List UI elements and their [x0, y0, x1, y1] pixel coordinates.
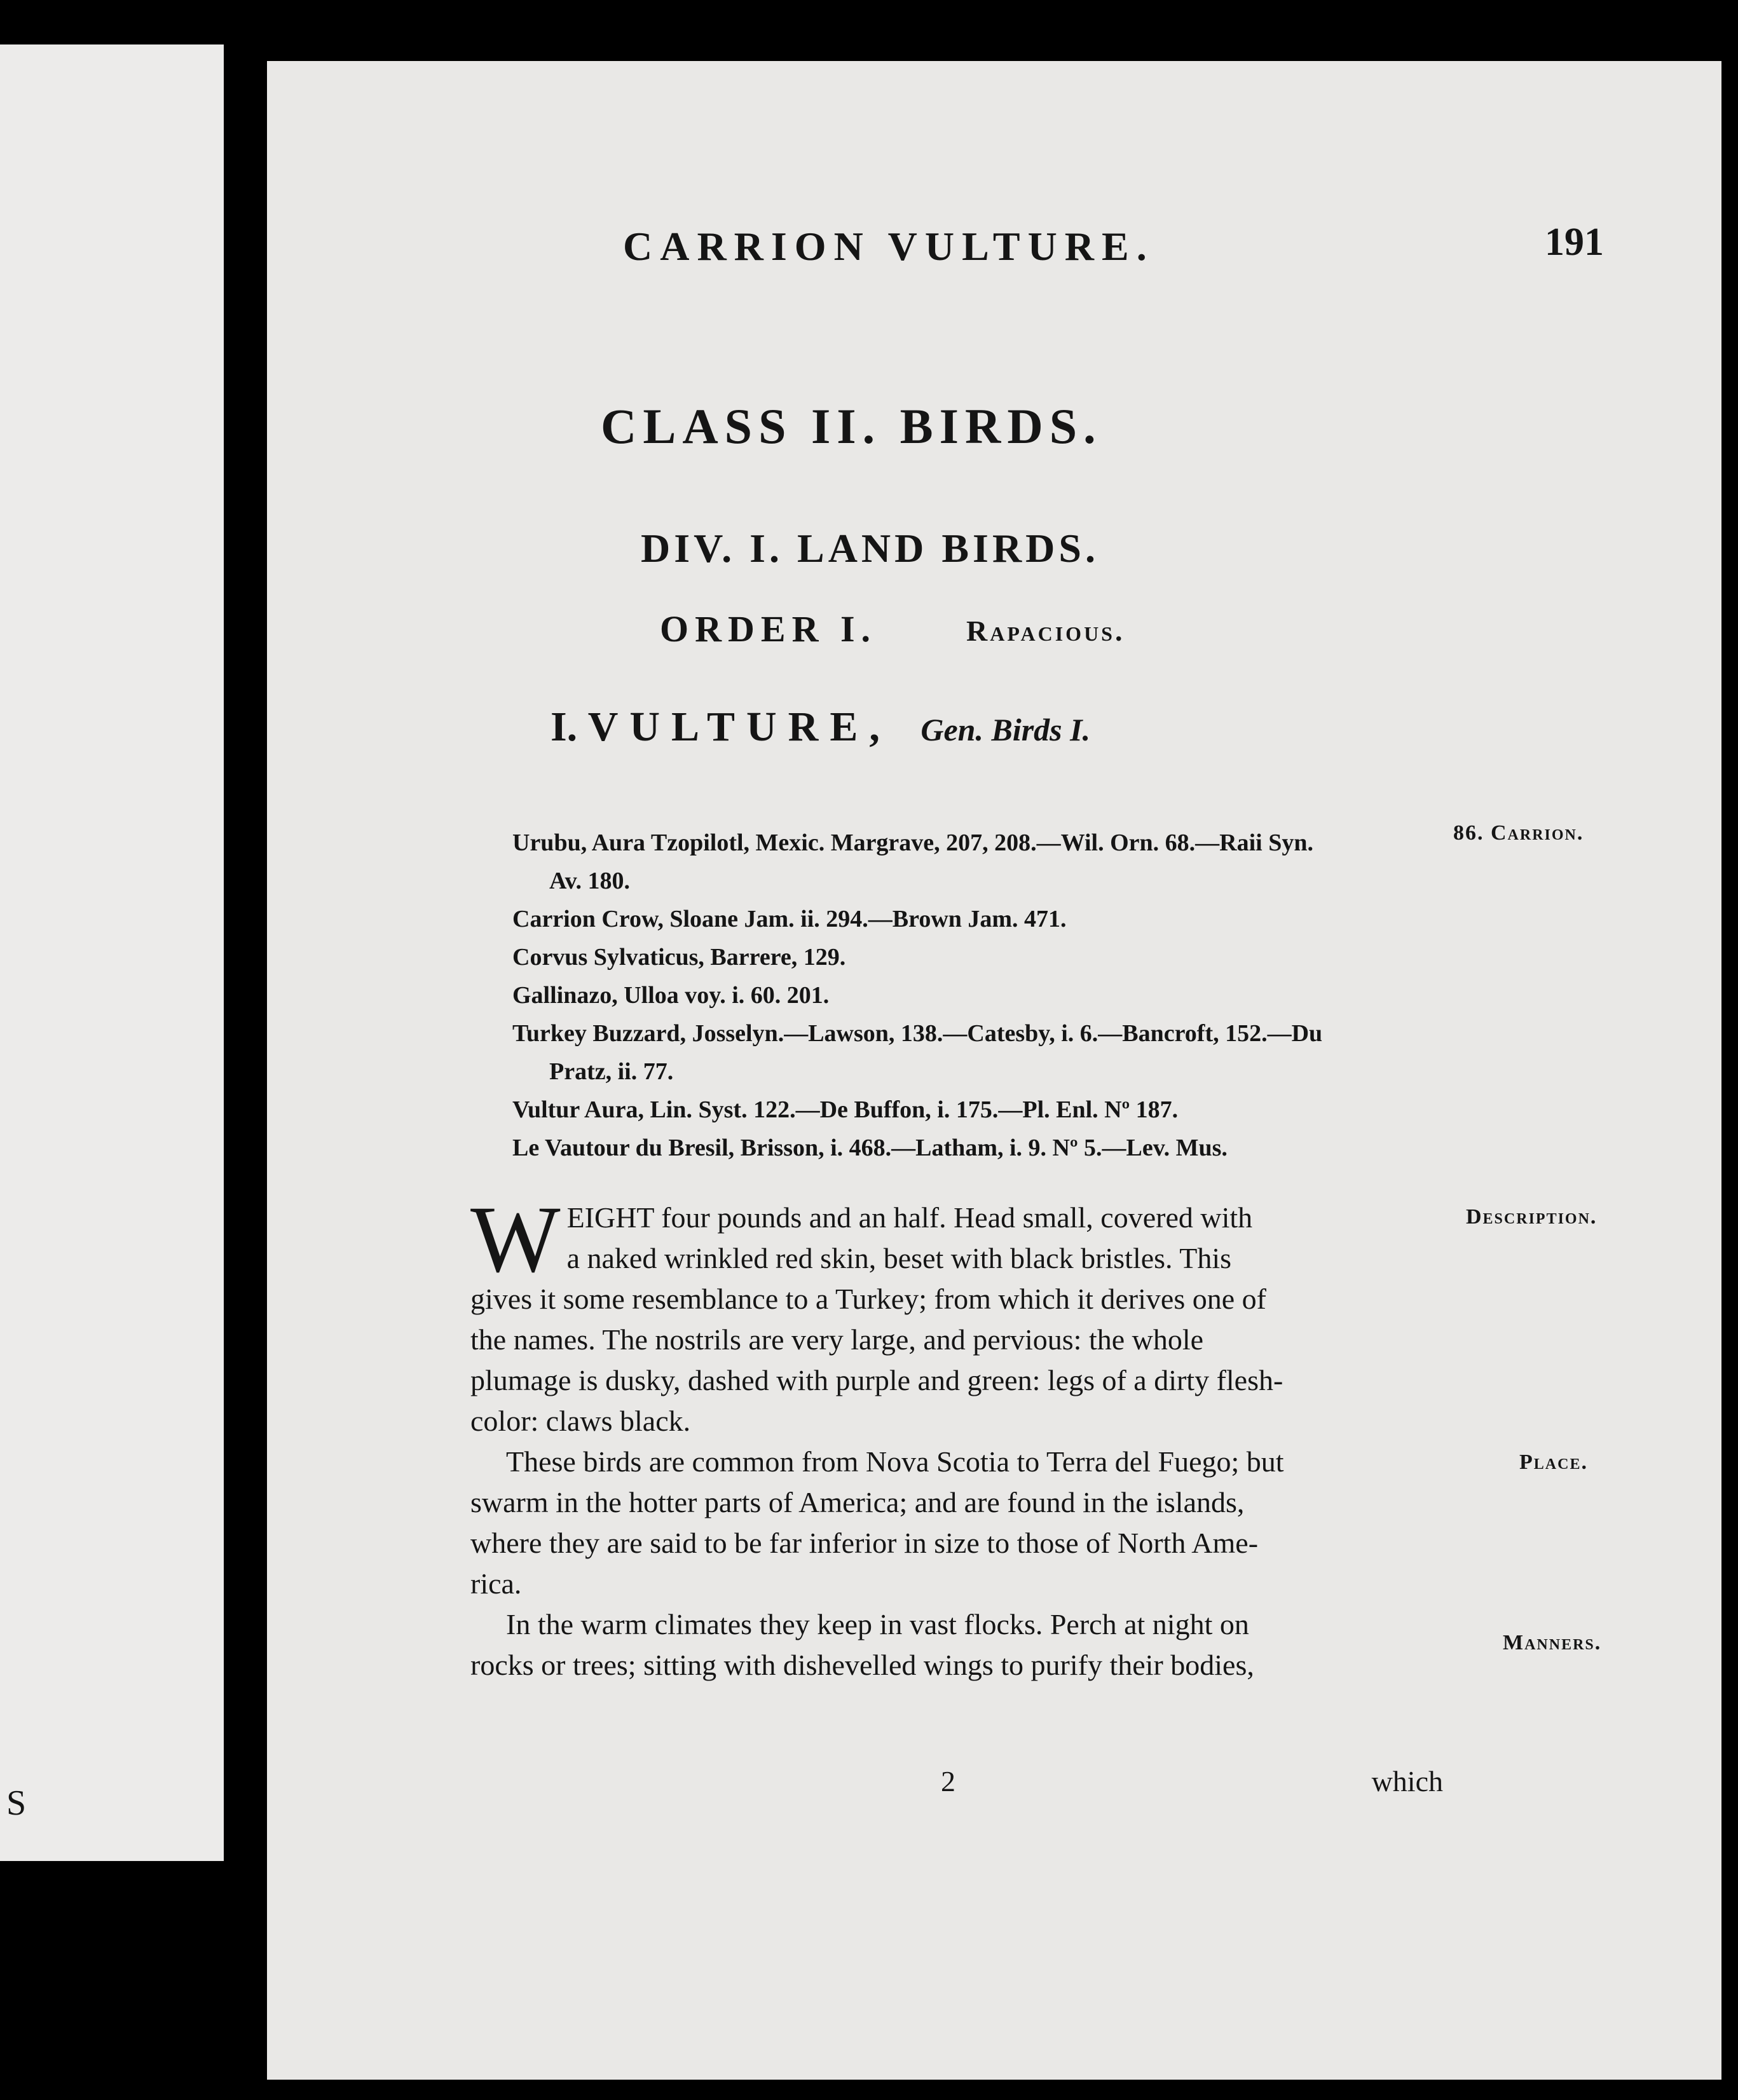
text-line: In the warm climates they keep in vast flocks. Perch at night on [506, 1608, 1249, 1640]
text-line: These birds are common from Nova Scotia to Terra del Fuego; but [506, 1445, 1284, 1478]
running-title: CARRION VULTURE. [623, 224, 1154, 269]
text-line: the names. The nostrils are very large, and pervious: the whole [470, 1323, 1204, 1356]
text-line: rocks or trees; sitting with dishevelled wings to purify their bodies, [470, 1649, 1254, 1681]
synonym-line: Vultur Aura, Lin. Syst. 122.—De Buffon, i. 175.—Pl. Enl. Nº 187. [512, 1096, 1179, 1123]
order-name: Rapacious. [966, 615, 1125, 647]
synonymy-list [512, 824, 1322, 1167]
book-page [267, 61, 1721, 2080]
text-line: rica. [470, 1567, 522, 1600]
facing-page-edge [0, 44, 224, 1861]
synonym-line: Pratz, ii. 77. [549, 1058, 674, 1085]
margin-note-place: Place. [1519, 1450, 1588, 1474]
text-line: EIGHT four pounds and an half. Head small, covered with [566, 1201, 1253, 1234]
margin-note-description: Description. [1466, 1205, 1598, 1229]
body-text [470, 1187, 1443, 1686]
margin-note-carrion: 86. Carrion. [1453, 821, 1584, 845]
division-heading: DIV. I. LAND BIRDS. [641, 526, 1099, 571]
genus-number: I. [551, 704, 578, 750]
drop-cap: W [470, 1187, 561, 1292]
synonym-line: Corvus Sylvaticus, Barrere, 129. [512, 944, 846, 971]
catchword: which [1371, 1765, 1443, 1797]
synonym-line: Av. 180. [549, 868, 631, 894]
synonym-line: Carrion Crow, Sloane Jam. ii. 294.—Brown Jam. 471. [512, 906, 1067, 932]
synonym-line: Urubu, Aura Tzopilotl, Mexic. Margrave, 207, 208.—Wil. Orn. 68.—Raii Syn. [512, 829, 1313, 856]
text-line: where they are said to be far inferior in size to those of North Ame- [470, 1527, 1259, 1559]
facing-page-fragment: S [6, 1783, 27, 1823]
text-line: swarm in the hotter parts of America; and are found in the islands, [470, 1486, 1245, 1518]
order-heading: ORDER I. [660, 608, 877, 650]
page-foot [470, 1764, 1443, 1809]
text-line: color: claws black. [470, 1405, 691, 1437]
synonym-line: Gallinazo, Ulloa voy. i. 60. 201. [512, 982, 830, 1009]
signature-mark: 2 [941, 1765, 955, 1797]
synonym-line: Turkey Buzzard, Josselyn.—Lawson, 138.—Catesby, i. 6.—Bancroft, 152.—Du [512, 1020, 1323, 1047]
text-line: plumage is dusky, dashed with purple and green: legs of a dirty flesh- [470, 1364, 1283, 1396]
page-number: 191 [1545, 221, 1604, 264]
text-line: gives it some resemblance to a Turkey; from which it derives one of [470, 1283, 1266, 1315]
genus-heading [551, 703, 1090, 751]
margin-note-manners: Manners. [1503, 1631, 1602, 1654]
class-heading: CLASS II. BIRDS. [601, 399, 1102, 454]
genus-name: VULTURE, [587, 704, 891, 750]
synonym-line: Le Vautour du Bresil, Brisson, i. 468.—Latham, i. 9. Nº 5.—Lev. Mus. [512, 1135, 1228, 1161]
text-line: a naked wrinkled red skin, beset with black bristles. This [566, 1242, 1231, 1274]
genus-reference: Gen. Birds I. [920, 712, 1091, 747]
